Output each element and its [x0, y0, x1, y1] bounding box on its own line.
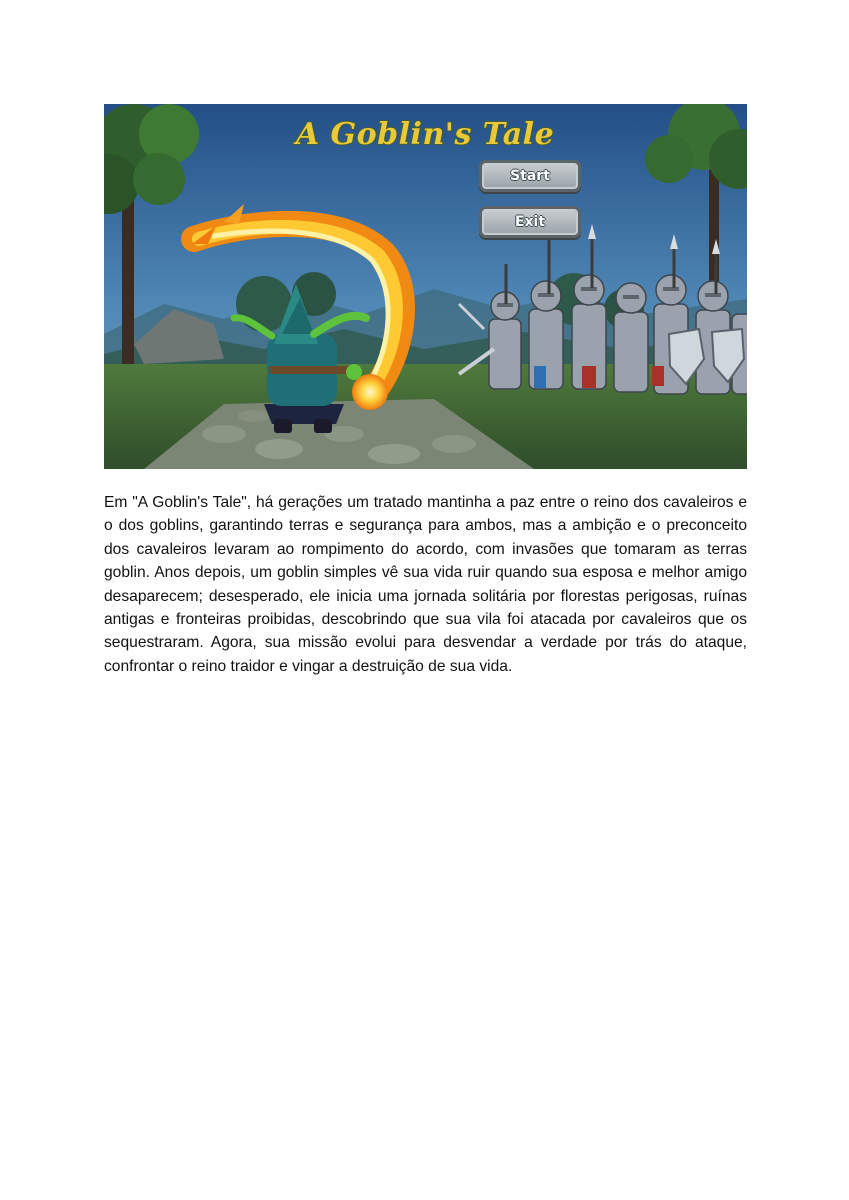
story-description: Em "A Goblin's Tale", há gerações um tratado mantinha a paz entre o reino dos cavaleiros e o dos goblins, garantindo terras e segurança para ambos, mas a ambição e o preconceito dos cavaleiros levaram ao rompimento do acordo, com invasões que tomaram as terras goblin. Anos depois, um goblin simples vê sua vida ruir quando sua esposa e melhor amigo desaparecem; desesperado, ele inicia uma jornada solitária por florestas perigosas, ruínas antigas e fronteiras proibidas, descobrindo que sua vila foi atacada por cavaleiros que os sequestraram. Agora, sua missão evolui para desvendar a verdade por trás do ataque, confrontar o reino traidor e vingar a destruição de sua vida. — [104, 494, 747, 675]
start-button[interactable]: Start — [479, 160, 581, 192]
game-scene — [104, 104, 747, 469]
exit-button[interactable]: Exit — [479, 206, 581, 238]
game-title: A Goblin's Tale — [295, 117, 555, 152]
game-screenshot — [104, 104, 747, 469]
